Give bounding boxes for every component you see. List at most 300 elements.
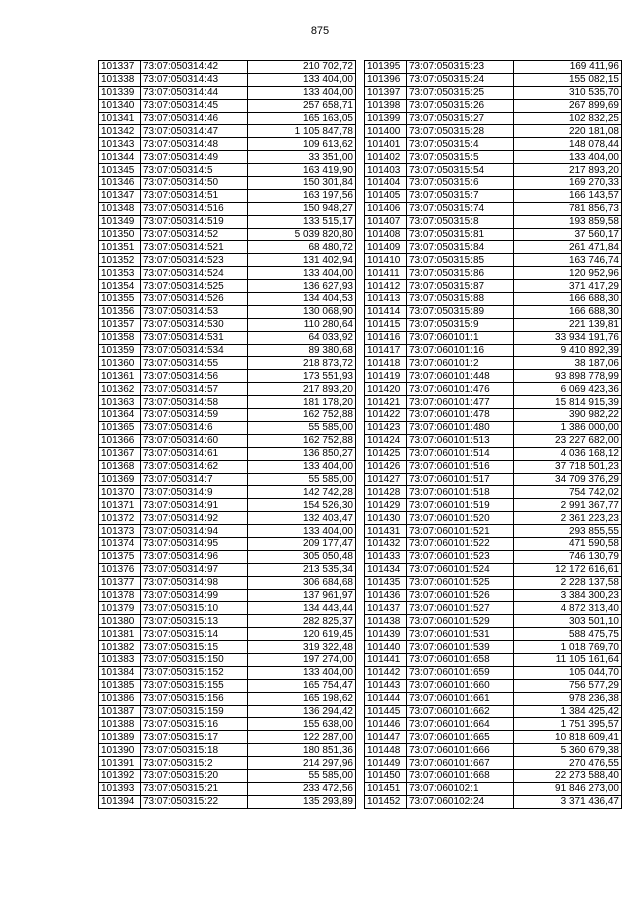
cadastral-number: 73:07:050315:27 [407, 112, 514, 125]
table-row [365, 537, 622, 550]
row-id: 101363 [99, 396, 141, 409]
cadastral-value: 136 850,27 [248, 447, 356, 460]
cadastral-value: 120 619,45 [248, 628, 356, 641]
row-id: 101452 [365, 795, 407, 808]
row-id: 101394 [99, 795, 141, 808]
cadastral-value: 169 270,33 [514, 177, 622, 190]
row-id: 101390 [99, 744, 141, 757]
table-row [365, 512, 622, 525]
cadastral-number: 73:07:060101:513 [407, 434, 514, 447]
cadastral-value: 210 702,72 [248, 61, 356, 74]
cadastral-number: 73:07:050314:519 [141, 215, 248, 228]
cadastral-value: 93 898 778,99 [514, 370, 622, 383]
cadastral-number: 73:07:060101:660 [407, 679, 514, 692]
cadastral-number: 73:07:050315:81 [407, 228, 514, 241]
table-row [365, 357, 622, 370]
cadastral-number: 73:07:050314:44 [141, 86, 248, 99]
cadastral-number: 73:07:060101:448 [407, 370, 514, 383]
cadastral-value: 305 050,48 [248, 550, 356, 563]
table-row [99, 525, 356, 538]
table-row [99, 692, 356, 705]
cadastral-value: 180 851,36 [248, 744, 356, 757]
cadastral-value: 133 404,00 [248, 666, 356, 679]
cadastral-value: 756 577,29 [514, 679, 622, 692]
cadastral-value: 150 301,84 [248, 177, 356, 190]
row-id: 101412 [365, 280, 407, 293]
row-id: 101362 [99, 383, 141, 396]
cadastral-value: 37 560,17 [514, 228, 622, 241]
cadastral-number: 73:07:050314:56 [141, 370, 248, 383]
cadastral-value: 213 535,34 [248, 563, 356, 576]
cadastral-value: 133 404,00 [248, 267, 356, 280]
cadastral-number: 73:07:060101:518 [407, 486, 514, 499]
cadastral-value: 217 893,20 [248, 383, 356, 396]
cadastral-number: 73:07:050315:15 [141, 641, 248, 654]
row-id: 101356 [99, 305, 141, 318]
row-id: 101352 [99, 254, 141, 267]
cadastral-number: 73:07:060101:2 [407, 357, 514, 370]
table-row [365, 280, 622, 293]
table-row [365, 409, 622, 422]
table-row [365, 769, 622, 782]
table-row [99, 615, 356, 628]
row-id: 101431 [365, 525, 407, 538]
cadastral-number: 73:07:060101:526 [407, 589, 514, 602]
cadastral-number: 73:07:060101:478 [407, 409, 514, 422]
cadastral-number: 73:07:050314:46 [141, 112, 248, 125]
row-id: 101368 [99, 460, 141, 473]
table-row [99, 589, 356, 602]
row-id: 101343 [99, 138, 141, 151]
table-row [99, 61, 356, 74]
row-id: 101439 [365, 628, 407, 641]
cadastral-value: 105 044,70 [514, 666, 622, 679]
cadastral-value: 10 818 609,41 [514, 731, 622, 744]
cadastral-number: 73:07:050315:23 [407, 61, 514, 74]
row-id: 101443 [365, 679, 407, 692]
cadastral-value: 130 068,90 [248, 305, 356, 318]
cadastral-value: 2 991 367,77 [514, 499, 622, 512]
table-row [365, 576, 622, 589]
cadastral-number: 73:07:050315:155 [141, 679, 248, 692]
cadastral-number: 73:07:060101:480 [407, 421, 514, 434]
row-id: 101376 [99, 563, 141, 576]
row-id: 101381 [99, 628, 141, 641]
cadastral-number: 73:07:060101:661 [407, 692, 514, 705]
cadastral-number: 73:07:050315:7 [407, 189, 514, 202]
cadastral-number: 73:07:050314:98 [141, 576, 248, 589]
cadastral-value: 303 501,10 [514, 615, 622, 628]
cadastral-number: 73:07:060101:531 [407, 628, 514, 641]
cadastral-value: 588 475,75 [514, 628, 622, 641]
cadastral-value: 163 746,74 [514, 254, 622, 267]
row-id: 101415 [365, 318, 407, 331]
row-id: 101399 [365, 112, 407, 125]
table-row [99, 73, 356, 86]
table-row [365, 589, 622, 602]
cadastral-value: 293 855,55 [514, 525, 622, 538]
table-row [365, 99, 622, 112]
table-row [99, 757, 356, 770]
cadastral-number: 73:07:050315:21 [141, 782, 248, 795]
table-row [99, 421, 356, 434]
cadastral-number: 73:07:060101:517 [407, 473, 514, 486]
row-id: 101385 [99, 679, 141, 692]
row-id: 101420 [365, 383, 407, 396]
row-id: 101387 [99, 705, 141, 718]
table-row [99, 202, 356, 215]
cadastral-number: 73:07:050314:55 [141, 357, 248, 370]
table-row [99, 280, 356, 293]
row-id: 101449 [365, 757, 407, 770]
cadastral-number: 73:07:050314:534 [141, 344, 248, 357]
cadastral-number: 73:07:060101:1 [407, 331, 514, 344]
cadastral-value: 1 384 425,42 [514, 705, 622, 718]
cadastral-value: 754 742,02 [514, 486, 622, 499]
cadastral-value: 746 130,79 [514, 550, 622, 563]
table-row [365, 563, 622, 576]
cadastral-number: 73:07:050314:48 [141, 138, 248, 151]
table-row [99, 666, 356, 679]
cadastral-number: 73:07:060101:529 [407, 615, 514, 628]
cadastral-number: 73:07:050315:156 [141, 692, 248, 705]
row-id: 101418 [365, 357, 407, 370]
table-left [98, 60, 356, 809]
cadastral-number: 73:07:050314:53 [141, 305, 248, 318]
cadastral-value: 64 033,92 [248, 331, 356, 344]
cadastral-value: 37 718 501,23 [514, 460, 622, 473]
table-row [99, 293, 356, 306]
row-id: 101406 [365, 202, 407, 215]
cadastral-number: 73:07:050315:22 [141, 795, 248, 808]
row-id: 101372 [99, 512, 141, 525]
row-id: 101374 [99, 537, 141, 550]
table-row [365, 293, 622, 306]
cadastral-number: 73:07:050315:2 [141, 757, 248, 770]
table-row [99, 679, 356, 692]
cadastral-value: 133 404,00 [248, 86, 356, 99]
table-row [99, 447, 356, 460]
row-id: 101447 [365, 731, 407, 744]
cadastral-number: 73:07:050314:94 [141, 525, 248, 538]
row-id: 101451 [365, 782, 407, 795]
cadastral-number: 73:07:050314:43 [141, 73, 248, 86]
row-id: 101380 [99, 615, 141, 628]
row-id: 101371 [99, 499, 141, 512]
cadastral-value: 5 360 679,38 [514, 744, 622, 757]
row-id: 101383 [99, 653, 141, 666]
table-row [365, 396, 622, 409]
row-id: 101425 [365, 447, 407, 460]
cadastral-number: 73:07:060101:527 [407, 602, 514, 615]
cadastral-number: 73:07:050315:6 [407, 177, 514, 190]
table-row [99, 383, 356, 396]
cadastral-number: 73:07:050315:8 [407, 215, 514, 228]
cadastral-number: 73:07:060101:523 [407, 550, 514, 563]
cadastral-number: 73:07:060101:666 [407, 744, 514, 757]
row-id: 101339 [99, 86, 141, 99]
cadastral-number: 73:07:060101:477 [407, 396, 514, 409]
table-row [365, 228, 622, 241]
cadastral-value: 55 585,00 [248, 769, 356, 782]
cadastral-value: 169 411,96 [514, 61, 622, 74]
cadastral-number: 73:07:050314:91 [141, 499, 248, 512]
row-id: 101440 [365, 641, 407, 654]
table-row [365, 151, 622, 164]
row-id: 101349 [99, 215, 141, 228]
table-row [99, 189, 356, 202]
cadastral-value: 310 535,70 [514, 86, 622, 99]
cadastral-number: 73:07:050314:92 [141, 512, 248, 525]
table-row [99, 653, 356, 666]
row-id: 101417 [365, 344, 407, 357]
cadastral-value: 6 069 423,36 [514, 383, 622, 396]
row-id: 101426 [365, 460, 407, 473]
table-row [365, 86, 622, 99]
cadastral-number: 73:07:060101:664 [407, 718, 514, 731]
cadastral-number: 73:07:050314:95 [141, 537, 248, 550]
cadastral-value: 220 181,08 [514, 125, 622, 138]
row-id: 101403 [365, 164, 407, 177]
table-row [365, 383, 622, 396]
cadastral-number: 73:07:050314:97 [141, 563, 248, 576]
cadastral-number: 73:07:050315:18 [141, 744, 248, 757]
row-id: 101378 [99, 589, 141, 602]
cadastral-number: 73:07:050315:86 [407, 267, 514, 280]
cadastral-value: 261 471,84 [514, 241, 622, 254]
cadastral-value: 155 082,15 [514, 73, 622, 86]
row-id: 101422 [365, 409, 407, 422]
cadastral-value: 1 751 395,57 [514, 718, 622, 731]
cadastral-number: 73:07:050314:531 [141, 331, 248, 344]
table-row [365, 460, 622, 473]
row-id: 101450 [365, 769, 407, 782]
cadastral-number: 73:07:050315:85 [407, 254, 514, 267]
cadastral-value: 142 742,28 [248, 486, 356, 499]
cadastral-value: 371 417,29 [514, 280, 622, 293]
table-row [99, 628, 356, 641]
cadastral-value: 22 273 588,40 [514, 769, 622, 782]
row-id: 101428 [365, 486, 407, 499]
table-row [99, 86, 356, 99]
cadastral-value: 131 402,94 [248, 254, 356, 267]
table-row [365, 447, 622, 460]
table-row [365, 731, 622, 744]
table-row [365, 421, 622, 434]
page-number: 875 [310, 25, 330, 37]
table-row [365, 486, 622, 499]
table-row [365, 499, 622, 512]
row-id: 101382 [99, 641, 141, 654]
table-row [365, 782, 622, 795]
cadastral-value: 165 198,62 [248, 692, 356, 705]
cadastral-value: 173 551,93 [248, 370, 356, 383]
row-id: 101375 [99, 550, 141, 563]
row-id: 101342 [99, 125, 141, 138]
table-row [99, 512, 356, 525]
row-id: 101436 [365, 589, 407, 602]
table-row [365, 331, 622, 344]
row-id: 101357 [99, 318, 141, 331]
cadastral-value: 218 873,72 [248, 357, 356, 370]
cadastral-number: 73:07:050315:16 [141, 718, 248, 731]
table-row [365, 138, 622, 151]
table-row [99, 731, 356, 744]
table-row [99, 344, 356, 357]
row-id: 101351 [99, 241, 141, 254]
row-id: 101392 [99, 769, 141, 782]
row-id: 101398 [365, 99, 407, 112]
table-row [99, 602, 356, 615]
cadastral-value: 2 228 137,58 [514, 576, 622, 589]
cadastral-number: 73:07:050314:50 [141, 177, 248, 190]
cadastral-value: 257 658,71 [248, 99, 356, 112]
cadastral-value: 978 236,38 [514, 692, 622, 705]
row-id: 101348 [99, 202, 141, 215]
cadastral-number: 73:07:060101:519 [407, 499, 514, 512]
table-row [99, 305, 356, 318]
row-id: 101407 [365, 215, 407, 228]
cadastral-number: 73:07:050315:14 [141, 628, 248, 641]
cadastral-value: 1 386 000,00 [514, 421, 622, 434]
cadastral-value: 162 752,88 [248, 434, 356, 447]
row-id: 101400 [365, 125, 407, 138]
row-id: 101433 [365, 550, 407, 563]
cadastral-value: 120 952,96 [514, 267, 622, 280]
table-row [99, 241, 356, 254]
row-id: 101435 [365, 576, 407, 589]
cadastral-value: 166 688,30 [514, 293, 622, 306]
cadastral-value: 209 177,47 [248, 537, 356, 550]
row-id: 101360 [99, 357, 141, 370]
table-row [365, 305, 622, 318]
table-row [99, 267, 356, 280]
cadastral-number: 73:07:060101:659 [407, 666, 514, 679]
cadastral-value: 23 227 682,00 [514, 434, 622, 447]
row-id: 101416 [365, 331, 407, 344]
cadastral-value: 154 526,30 [248, 499, 356, 512]
row-id: 101441 [365, 653, 407, 666]
row-id: 101396 [365, 73, 407, 86]
row-id: 101411 [365, 267, 407, 280]
cadastral-number: 73:07:050315:150 [141, 653, 248, 666]
cadastral-value: 165 754,47 [248, 679, 356, 692]
cadastral-number: 73:07:050314:7 [141, 473, 248, 486]
table-row [99, 486, 356, 499]
cadastral-value: 33 351,00 [248, 151, 356, 164]
row-id: 101405 [365, 189, 407, 202]
cadastral-number: 73:07:050315:74 [407, 202, 514, 215]
cadastral-number: 73:07:060101:658 [407, 653, 514, 666]
cadastral-number: 73:07:060101:476 [407, 383, 514, 396]
cadastral-value: 163 197,56 [248, 189, 356, 202]
cadastral-value: 162 752,88 [248, 409, 356, 422]
cadastral-value: 390 982,22 [514, 409, 622, 422]
cadastral-value: 91 846 273,00 [514, 782, 622, 795]
table-row [99, 795, 356, 808]
cadastral-value: 110 280,64 [248, 318, 356, 331]
cadastral-value: 267 899,69 [514, 99, 622, 112]
cadastral-value: 34 709 376,29 [514, 473, 622, 486]
cadastral-value: 319 322,48 [248, 641, 356, 654]
table-row [99, 473, 356, 486]
row-id: 101384 [99, 666, 141, 679]
row-id: 101424 [365, 434, 407, 447]
row-id: 101340 [99, 99, 141, 112]
cadastral-number: 73:07:050314:61 [141, 447, 248, 460]
row-id: 101432 [365, 537, 407, 550]
row-id: 101395 [365, 61, 407, 74]
table-row [365, 525, 622, 538]
cadastral-number: 73:07:060101:662 [407, 705, 514, 718]
cadastral-number: 73:07:060101:514 [407, 447, 514, 460]
table-row [99, 641, 356, 654]
table-row [365, 628, 622, 641]
cadastral-value: 2 361 223,23 [514, 512, 622, 525]
cadastral-value: 193 859,58 [514, 215, 622, 228]
table-row [99, 499, 356, 512]
table-row [99, 177, 356, 190]
cadastral-number: 73:07:050314:5 [141, 164, 248, 177]
table-row [99, 215, 356, 228]
row-id: 101404 [365, 177, 407, 190]
row-id: 101409 [365, 241, 407, 254]
table-row [365, 370, 622, 383]
cadastral-number: 73:07:050314:49 [141, 151, 248, 164]
cadastral-value: 9 410 892,39 [514, 344, 622, 357]
cadastral-number: 73:07:060101:522 [407, 537, 514, 550]
cadastral-number: 73:07:050314:96 [141, 550, 248, 563]
row-id: 101419 [365, 370, 407, 383]
cadastral-value: 5 039 820,80 [248, 228, 356, 241]
table-row [365, 267, 622, 280]
row-id: 101423 [365, 421, 407, 434]
row-id: 101421 [365, 396, 407, 409]
table-row [99, 409, 356, 422]
table-row [365, 473, 622, 486]
table-row [365, 718, 622, 731]
cadastral-number: 73:07:050314:6 [141, 421, 248, 434]
cadastral-number: 73:07:060101:524 [407, 563, 514, 576]
row-id: 101445 [365, 705, 407, 718]
cadastral-value: 165 163,05 [248, 112, 356, 125]
cadastral-value: 15 814 915,39 [514, 396, 622, 409]
cadastral-value: 306 684,68 [248, 576, 356, 589]
table-row [365, 61, 622, 74]
table-row [365, 757, 622, 770]
cadastral-number: 73:07:050314:60 [141, 434, 248, 447]
row-id: 101367 [99, 447, 141, 460]
table-row [365, 215, 622, 228]
table-row [99, 744, 356, 757]
table-row [365, 602, 622, 615]
cadastral-number: 73:07:050314:58 [141, 396, 248, 409]
table-row [365, 705, 622, 718]
cadastral-number: 73:07:050315:20 [141, 769, 248, 782]
row-id: 101434 [365, 563, 407, 576]
cadastral-value: 270 476,55 [514, 757, 622, 770]
row-id: 101341 [99, 112, 141, 125]
table-row [99, 769, 356, 782]
row-id: 101347 [99, 189, 141, 202]
cadastral-number: 73:07:050314:523 [141, 254, 248, 267]
cadastral-value: 134 404,53 [248, 293, 356, 306]
cadastral-value: 132 403,47 [248, 512, 356, 525]
table-row [99, 718, 356, 731]
cadastral-number: 73:07:050315:84 [407, 241, 514, 254]
table-row [99, 99, 356, 112]
table-row [365, 795, 622, 808]
